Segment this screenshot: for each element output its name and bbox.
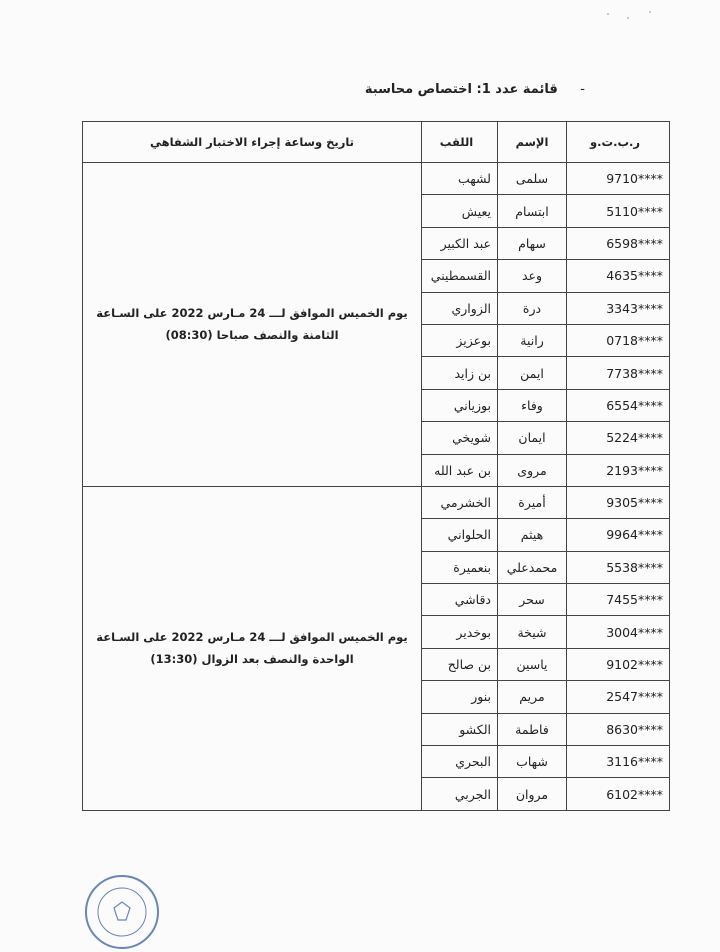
cell-first-name: مروان xyxy=(498,778,567,810)
cell-first-name: سلمى xyxy=(498,163,567,195)
cell-id: 4635**** xyxy=(567,260,670,292)
cell-last-name: الكشو xyxy=(422,713,498,745)
exam-time-line: الواحدة والنصف بعد الزوال (13:30) xyxy=(150,652,354,667)
heading-dash: - xyxy=(580,82,585,97)
cell-id: 5224**** xyxy=(567,422,670,454)
list-heading xyxy=(365,82,585,97)
cell-first-name: فاطمة xyxy=(498,713,567,745)
exam-time-line: الثامنة والنصف صباحا (08:30) xyxy=(165,328,339,343)
cell-id: 9710**** xyxy=(567,163,670,195)
cell-last-name: البحري xyxy=(422,746,498,778)
cell-id: 2193**** xyxy=(567,454,670,486)
cell-last-name: عبد الكبير xyxy=(422,227,498,259)
table-row xyxy=(83,163,670,195)
cell-first-name: هيثم xyxy=(498,519,567,551)
cell-first-name: وفاء xyxy=(498,389,567,421)
exam-date-line: يوم الخميس الموافق لـــ 24 مـارس 2022 على السـاعة xyxy=(96,630,408,645)
cell-last-name: بن عبد الله xyxy=(422,454,498,486)
cell-exam-date xyxy=(83,486,422,810)
exam-date-line: يوم الخميس الموافق لـــ 24 مـارس 2022 على السـاعة xyxy=(96,306,408,321)
cell-last-name: الحلواني xyxy=(422,519,498,551)
scan-marks xyxy=(602,8,662,24)
table-body xyxy=(83,163,670,811)
table-row xyxy=(83,486,670,518)
cell-first-name: سهام xyxy=(498,227,567,259)
candidates-table xyxy=(82,121,670,811)
cell-last-name: يعيش xyxy=(422,195,498,227)
cell-id: 5110**** xyxy=(567,195,670,227)
cell-last-name: بنور xyxy=(422,681,498,713)
cell-first-name: أميرة xyxy=(498,486,567,518)
cell-id: 9964**** xyxy=(567,519,670,551)
cell-first-name: مروى xyxy=(498,454,567,486)
cell-first-name: شيخة xyxy=(498,616,567,648)
cell-first-name: ايمن xyxy=(498,357,567,389)
cell-last-name: بوعزيز xyxy=(422,324,498,356)
cell-first-name: سحر xyxy=(498,584,567,616)
official-stamp-icon xyxy=(82,872,162,952)
cell-first-name: رانية xyxy=(498,324,567,356)
cell-last-name: بن زايد xyxy=(422,357,498,389)
heading-title: قائمة عدد 1: اختصاص محاسبة xyxy=(364,82,558,97)
header-row xyxy=(83,122,670,163)
cell-first-name: ياسين xyxy=(498,648,567,680)
cell-last-name: لشهب xyxy=(422,163,498,195)
cell-last-name: الجربي xyxy=(422,778,498,810)
cell-id: 3116**** xyxy=(567,746,670,778)
header-date: تاريخ وساعة إجراء الاختبار الشفاهي xyxy=(83,122,422,163)
cell-id: 7455**** xyxy=(567,584,670,616)
cell-first-name: وعد xyxy=(498,260,567,292)
cell-id: 3343**** xyxy=(567,292,670,324)
cell-last-name: بوزياني xyxy=(422,389,498,421)
cell-id: 6554**** xyxy=(567,389,670,421)
cell-id: 7738**** xyxy=(567,357,670,389)
cell-first-name: شهاب xyxy=(498,746,567,778)
header-first-name: الإسم xyxy=(498,122,567,163)
cell-id: 8630**** xyxy=(567,713,670,745)
cell-id: 9305**** xyxy=(567,486,670,518)
cell-first-name: محمدعلي xyxy=(498,551,567,583)
cell-id: 0718**** xyxy=(567,324,670,356)
cell-last-name: القسمطيني xyxy=(422,260,498,292)
header-id: ر.ب.ت.و xyxy=(567,122,670,163)
cell-first-name: مريم xyxy=(498,681,567,713)
cell-exam-date xyxy=(83,163,422,487)
cell-last-name: دقاشي xyxy=(422,584,498,616)
cell-last-name: الزواري xyxy=(422,292,498,324)
cell-id: 9102**** xyxy=(567,648,670,680)
cell-last-name: بنعميرة xyxy=(422,551,498,583)
cell-first-name: ايمان xyxy=(498,422,567,454)
cell-last-name: الخشرمي xyxy=(422,486,498,518)
cell-id: 3004**** xyxy=(567,616,670,648)
cell-last-name: بوخدير xyxy=(422,616,498,648)
cell-id: 6598**** xyxy=(567,227,670,259)
cell-id: 2547**** xyxy=(567,681,670,713)
cell-last-name: شويخي xyxy=(422,422,498,454)
cell-last-name: بن صالح xyxy=(422,648,498,680)
cell-id: 6102**** xyxy=(567,778,670,810)
cell-first-name: درة xyxy=(498,292,567,324)
cell-first-name: ابتسام xyxy=(498,195,567,227)
header-last-name: اللقب xyxy=(422,122,498,163)
cell-id: 5538**** xyxy=(567,551,670,583)
